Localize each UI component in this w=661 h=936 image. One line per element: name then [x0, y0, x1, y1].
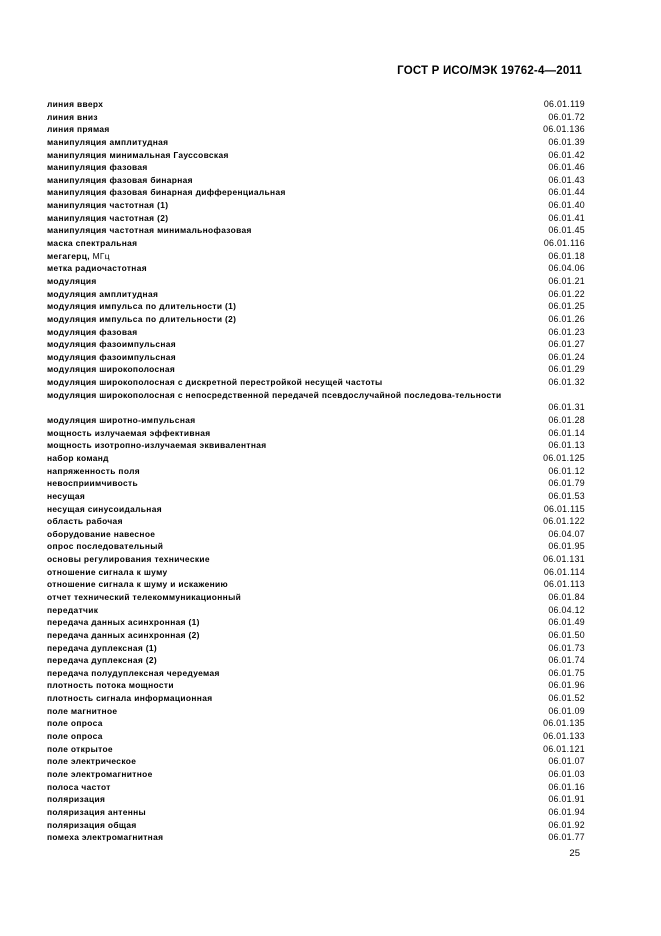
index-entry — [47, 376, 585, 389]
index-term-text: плотность потока мощности — [47, 680, 174, 691]
index-code: 06.01.96 — [548, 680, 585, 691]
index-term — [47, 831, 517, 844]
index-term — [47, 338, 517, 351]
index-code: 06.01.131 — [543, 554, 585, 565]
index-code: 06.01.42 — [548, 149, 585, 160]
index-term — [47, 781, 517, 794]
index-entry — [47, 679, 585, 692]
index-code: 06.01.121 — [543, 743, 585, 754]
index-entry — [47, 439, 585, 452]
index-term-text: помеха электромагнитная — [47, 832, 164, 843]
index-term — [47, 819, 517, 832]
index-entry — [47, 250, 585, 263]
index-entry — [47, 389, 585, 414]
index-code: 06.01.22 — [548, 288, 585, 299]
index-entry — [47, 161, 585, 174]
index-term — [47, 717, 517, 730]
index-entry — [47, 212, 585, 225]
index-term-text: полоса частот — [47, 781, 111, 792]
index-code: 06.01.116 — [543, 238, 585, 249]
index-entry — [47, 768, 585, 781]
index-code: 06.01.84 — [548, 591, 585, 602]
index-term — [47, 363, 517, 376]
index-term-text: манипуляция фазовая — [47, 162, 148, 173]
index-entry — [47, 111, 585, 124]
index-entry — [47, 819, 585, 832]
index-term — [47, 540, 517, 553]
index-code: 06.01.133 — [543, 731, 585, 742]
index-term-text: линия вверх — [47, 99, 104, 109]
index-entry — [47, 781, 585, 794]
index-term — [47, 692, 517, 705]
index-entry — [47, 351, 585, 364]
index-term-text: манипуляция минимальная Гауссовская — [47, 149, 229, 160]
index-entry — [47, 629, 585, 642]
index-term — [47, 313, 517, 326]
index-entry — [47, 363, 585, 376]
index-entry — [47, 465, 585, 478]
index-term — [47, 679, 517, 692]
index-code: 06.01.40 — [548, 200, 585, 211]
index-term — [47, 566, 517, 579]
index-term — [47, 149, 517, 162]
index-entry — [47, 553, 585, 566]
index-term-text: поле опроса — [47, 718, 103, 729]
index-code: 06.01.75 — [548, 667, 585, 678]
index-entry — [47, 831, 585, 844]
index-entry — [47, 540, 585, 553]
index-term-text: линия прямая — [47, 124, 110, 135]
index-term-text: поле опроса — [47, 731, 103, 742]
index-term — [47, 503, 517, 516]
index-code: 06.01.24 — [548, 351, 585, 362]
index-entry — [47, 338, 585, 351]
index-entry — [47, 123, 585, 136]
index-entry — [47, 578, 585, 591]
index-term — [47, 174, 517, 187]
index-term — [47, 465, 517, 478]
index-entry — [47, 616, 585, 629]
index-term-text: поляризация — [47, 794, 106, 805]
index-term-text: мегагерц, — [47, 250, 90, 261]
index-term-text: мощность изотропно-излучаемая эквивалентная — [47, 440, 267, 451]
index-entry — [47, 414, 585, 427]
index-entry — [47, 591, 585, 604]
index-term-text: манипуляция частотная минимальнофазовая — [47, 225, 252, 236]
index-code: 06.01.52 — [548, 693, 585, 704]
index-code: 06.01.92 — [548, 819, 585, 830]
index-term-text: поле электрическое — [47, 756, 137, 767]
index-term — [47, 553, 517, 566]
index-entry — [47, 149, 585, 162]
index-term — [47, 161, 517, 174]
index-term — [47, 793, 517, 806]
index-term — [47, 224, 517, 237]
index-entry — [47, 262, 585, 275]
index-term — [47, 262, 517, 275]
index-term — [47, 199, 517, 212]
index-entry — [47, 186, 585, 199]
index-code: 06.01.26 — [548, 313, 585, 324]
index-term-text: манипуляция амплитудная — [47, 136, 169, 147]
index-entry — [47, 288, 585, 301]
index-code: 06.01.27 — [548, 339, 585, 350]
document-header: ГОСТ Р ИСО/МЭК 19762-4—2011 — [397, 65, 582, 77]
index-code: 06.01.21 — [548, 275, 585, 286]
index-term-text: поляризация общая — [47, 819, 137, 830]
index-entry — [47, 326, 585, 339]
index-entry — [47, 98, 585, 111]
index-code: 06.01.113 — [543, 579, 585, 590]
index-term-text: плотность сигнала информационная — [47, 693, 213, 704]
index-entry — [47, 174, 585, 187]
index-code: 06.01.16 — [548, 781, 585, 792]
index-term — [47, 427, 517, 440]
index-code: 06.01.114 — [543, 566, 585, 577]
index-entry — [47, 717, 585, 730]
index-term — [47, 667, 517, 680]
index-term — [47, 376, 517, 389]
index-term-text: передача данных асинхронная (1) — [47, 617, 200, 628]
index-term — [47, 642, 517, 655]
index-term — [47, 351, 517, 364]
index-entry — [47, 806, 585, 819]
index-term — [47, 414, 517, 427]
index-term-text: несущая — [47, 490, 86, 501]
index-term — [47, 186, 517, 199]
index-code: 06.01.12 — [548, 465, 585, 476]
index-term — [47, 452, 517, 465]
index-code: 06.01.25 — [548, 301, 585, 312]
index-term-text: несущая синусоидальная — [47, 503, 162, 514]
index-term-text: модуляция широтно-импульсная — [47, 415, 196, 426]
index-term-text: модуляция амплитудная — [47, 288, 159, 299]
index-code: 06.01.94 — [548, 806, 585, 817]
index-code: 06.01.31 — [548, 402, 585, 413]
index-term-text: передача дуплексная (2) — [47, 655, 158, 666]
index-term-text: передача дуплексная (1) — [47, 642, 158, 653]
index-term-text: манипуляция частотная (1) — [47, 200, 169, 211]
index-term — [47, 275, 517, 288]
index-term-text: модуляция импульса по длительности (2) — [47, 313, 237, 324]
index-entry — [47, 667, 585, 680]
index-code: 06.01.50 — [548, 629, 585, 640]
index-term-text: поле магнитное — [47, 705, 118, 716]
index-entry — [47, 604, 585, 617]
index-code: 06.01.32 — [548, 377, 585, 388]
index-entry — [47, 452, 585, 465]
index-code: 06.01.18 — [548, 250, 585, 261]
index-term — [47, 578, 517, 591]
index-term-text: модуляция широкополосная с непосредственной передачей псевдослучайной последова-тельности — [47, 389, 502, 400]
index-code: 06.01.23 — [548, 326, 585, 337]
index-term — [47, 743, 517, 756]
index-code: 06.01.122 — [543, 516, 585, 527]
page-number: 25 — [569, 848, 580, 859]
index-code: 06.01.91 — [548, 794, 585, 805]
index-term-text: область рабочая — [47, 516, 123, 527]
index-term-text: мощность излучаемая эффективная — [47, 427, 211, 438]
index-term — [47, 326, 517, 339]
index-term-text: невосприимчивость — [47, 478, 138, 489]
index-code: 06.04.06 — [548, 263, 585, 274]
index-code: 06.01.43 — [548, 174, 585, 185]
index-term — [47, 528, 517, 541]
index-term-text: набор команд — [47, 452, 109, 463]
index-term — [47, 629, 517, 642]
index-entry — [47, 224, 585, 237]
index-code: 06.01.136 — [543, 124, 585, 135]
index-code: 06.01.125 — [543, 452, 585, 463]
index-entry — [47, 427, 585, 440]
index-term-text: основы регулирования технические — [47, 554, 210, 565]
index-entry — [47, 692, 585, 705]
term-index-list — [47, 98, 585, 844]
index-code: 06.01.07 — [548, 756, 585, 767]
index-entry — [47, 490, 585, 503]
index-term — [47, 604, 517, 617]
index-term-text: опрос последовательный — [47, 541, 164, 552]
index-term-text: манипуляция фазовая бинарная дифференциальная — [47, 187, 286, 198]
index-term — [47, 591, 517, 604]
index-term-text: маска спектральная — [47, 238, 138, 249]
index-term-text: манипуляция фазовая бинарная — [47, 174, 193, 185]
index-term-text: линия вниз — [47, 111, 98, 122]
index-term-text: напряженность поля — [47, 465, 140, 476]
index-term — [47, 755, 517, 768]
index-term — [47, 768, 517, 781]
index-code: 06.01.77 — [548, 832, 585, 843]
index-entry — [47, 528, 585, 541]
index-entry — [47, 743, 585, 756]
index-term-text: манипуляция частотная (2) — [47, 212, 169, 223]
index-term — [47, 730, 517, 743]
index-code: 06.01.119 — [543, 98, 585, 109]
index-entry — [47, 642, 585, 655]
index-term-text: отношение сигнала к шуму — [47, 566, 168, 577]
index-term — [47, 98, 517, 111]
index-code: 06.01.79 — [548, 478, 585, 489]
index-entry — [47, 275, 585, 288]
index-term-text: модуляция фазоимпульсная — [47, 339, 177, 350]
index-term-text: метка радиочастотная — [47, 263, 147, 274]
index-code: 06.01.03 — [548, 768, 585, 779]
index-term-text: отчет технический телекоммуникационный — [47, 592, 242, 602]
index-term-text: поле электромагнитное — [47, 768, 153, 779]
index-term-text: модуляция — [47, 275, 97, 286]
index-code: 06.04.12 — [548, 604, 585, 615]
index-term-text: передатчик — [47, 604, 99, 615]
index-term — [47, 212, 517, 225]
index-term — [47, 705, 517, 718]
index-code: 06.01.72 — [548, 111, 585, 122]
index-term-text: передача полудуплексная чередуемая — [47, 667, 220, 678]
index-term — [47, 654, 517, 667]
index-term — [47, 439, 517, 452]
index-code: 06.01.29 — [548, 364, 585, 375]
index-code: 06.01.28 — [548, 415, 585, 426]
index-entry — [47, 199, 585, 212]
index-term — [47, 389, 517, 402]
index-code: 06.01.74 — [548, 655, 585, 666]
index-entry — [47, 237, 585, 250]
index-code: 06.01.115 — [543, 503, 585, 514]
index-code: 06.01.135 — [543, 718, 585, 729]
index-term-text: оборудование навесное — [47, 528, 156, 539]
index-term — [47, 288, 517, 301]
index-entry — [47, 313, 585, 326]
index-term-text: модуляция фазовая — [47, 326, 138, 337]
index-term — [47, 490, 517, 503]
index-code: 06.01.14 — [548, 427, 585, 438]
index-term — [47, 237, 517, 250]
index-code: 06.01.49 — [548, 617, 585, 628]
index-code: 06.01.39 — [548, 136, 585, 147]
index-term-text: модуляция широкополосная — [47, 364, 176, 375]
index-term-text: модуляция широкополосная с дискретной перестройкой несущей частоты — [47, 377, 383, 388]
index-term-text: модуляция фазоимпульсная — [47, 351, 177, 362]
index-term — [47, 300, 517, 313]
index-term-text: передача данных асинхронная (2) — [47, 629, 200, 640]
index-entry — [47, 705, 585, 718]
index-term-text: поляризация антенны — [47, 806, 147, 817]
index-code: 06.04.07 — [548, 528, 585, 539]
index-term-text: модуляция импульса по длительности (1) — [47, 301, 237, 312]
index-term-unit: МГц — [89, 250, 110, 261]
index-term — [47, 123, 517, 136]
index-term — [47, 111, 517, 124]
index-term — [47, 477, 517, 490]
index-term — [47, 515, 517, 528]
index-code: 06.01.41 — [548, 212, 585, 223]
index-entry — [47, 755, 585, 768]
index-code: 06.01.09 — [548, 705, 585, 716]
index-code: 06.01.73 — [548, 642, 585, 653]
index-entry — [47, 730, 585, 743]
index-code: 06.01.46 — [548, 162, 585, 173]
index-entry — [47, 515, 585, 528]
index-code: 06.01.13 — [548, 440, 585, 451]
index-term-text: отношение сигнала к шуму и искажению — [47, 579, 229, 590]
index-code: 06.01.44 — [548, 187, 585, 198]
index-term — [47, 250, 517, 263]
index-entry — [47, 477, 585, 490]
index-entry — [47, 503, 585, 516]
index-entry — [47, 136, 585, 149]
index-entry — [47, 654, 585, 667]
index-term — [47, 806, 517, 819]
index-code: 06.01.53 — [548, 490, 585, 501]
index-entry — [47, 566, 585, 579]
index-code: 06.01.45 — [548, 225, 585, 236]
index-term — [47, 616, 517, 629]
index-entry — [47, 300, 585, 313]
index-entry — [47, 793, 585, 806]
index-term-text: поле открытое — [47, 743, 113, 754]
index-code: 06.01.95 — [548, 541, 585, 552]
index-term — [47, 136, 517, 149]
